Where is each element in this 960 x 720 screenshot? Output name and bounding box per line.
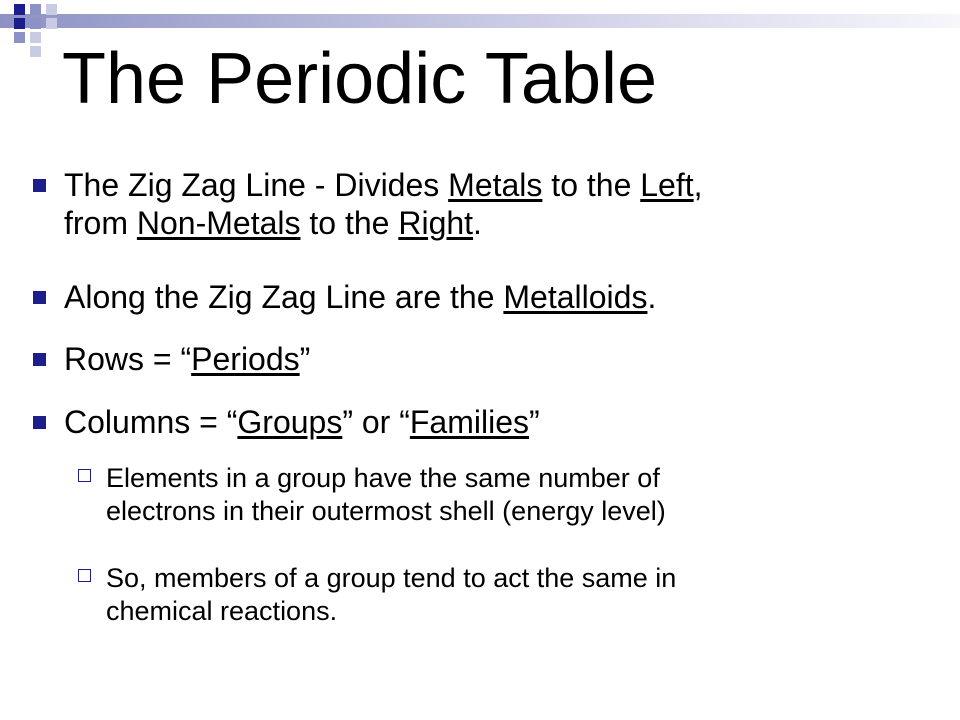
bullet-text: Columns = “ xyxy=(64,404,238,440)
sub-bullet-line: electrons in their outermost shell (energy level) xyxy=(106,495,666,526)
bullet-text: to the xyxy=(300,205,399,241)
header-square-light-4 xyxy=(30,46,41,57)
header-square-mid xyxy=(30,4,41,15)
sub-bullet-act-same xyxy=(106,562,906,627)
bullet-columns-groups xyxy=(64,403,934,441)
header-square-mid-2 xyxy=(30,18,41,29)
header-square-mid-3 xyxy=(14,32,25,43)
bullet-marker xyxy=(33,416,46,429)
header-square-light xyxy=(46,4,57,15)
sub-bullet-marker xyxy=(78,569,91,582)
term-metalloids: Metalloids xyxy=(503,279,648,315)
bullet-text: ” xyxy=(299,341,311,377)
header-gradient-bar xyxy=(0,14,960,28)
term-metals: Metals xyxy=(448,167,543,203)
bullet-text: , xyxy=(693,167,703,203)
header-square-dark-2 xyxy=(14,18,25,29)
bullet-text: Rows = “ xyxy=(64,341,192,377)
bullet-text: . xyxy=(647,279,657,315)
bullet-marker xyxy=(33,291,46,304)
bullet-line xyxy=(64,403,934,441)
bullet-rows-periods xyxy=(64,340,934,378)
term-right: Right xyxy=(398,205,474,241)
term-groups: Groups xyxy=(237,404,343,440)
bullet-text: Along the Zig Zag Line are the xyxy=(64,279,504,315)
bullet-text: ” or “ xyxy=(342,404,410,440)
sub-bullet-line: Elements in a group have the same number of xyxy=(106,463,660,493)
bullet-line xyxy=(64,340,934,378)
sub-bullet-same-electrons xyxy=(106,462,906,527)
bullet-text: ” xyxy=(529,404,540,440)
header-square-light-3 xyxy=(30,32,41,43)
bullet-text: to the xyxy=(542,167,641,203)
header-square-light-2 xyxy=(46,18,57,29)
bullet-text: from xyxy=(64,205,137,241)
term-periods: Periods xyxy=(191,341,300,377)
term-left: Left xyxy=(640,167,694,203)
bullet-line xyxy=(64,166,934,204)
bullet-marker xyxy=(33,353,46,366)
sub-bullet-marker xyxy=(78,469,91,482)
bullet-metalloids xyxy=(64,278,934,316)
bullet-marker xyxy=(33,179,46,192)
header-square-dark xyxy=(14,4,25,15)
sub-bullet-line: chemical reactions. xyxy=(106,595,338,626)
slide-title: The Periodic Table xyxy=(62,39,658,119)
term-non-metals: Non-Metals xyxy=(136,205,301,241)
bullet-text: . xyxy=(473,205,482,241)
bullet-zigzag-line xyxy=(64,166,934,242)
term-families: Families xyxy=(409,404,529,440)
sub-bullet-line: So, members of a group tend to act the same in xyxy=(106,563,677,593)
bullet-text: The Zig Zag Line - Divides xyxy=(64,167,449,203)
bullet-line xyxy=(64,204,934,242)
bullet-line xyxy=(64,278,934,316)
